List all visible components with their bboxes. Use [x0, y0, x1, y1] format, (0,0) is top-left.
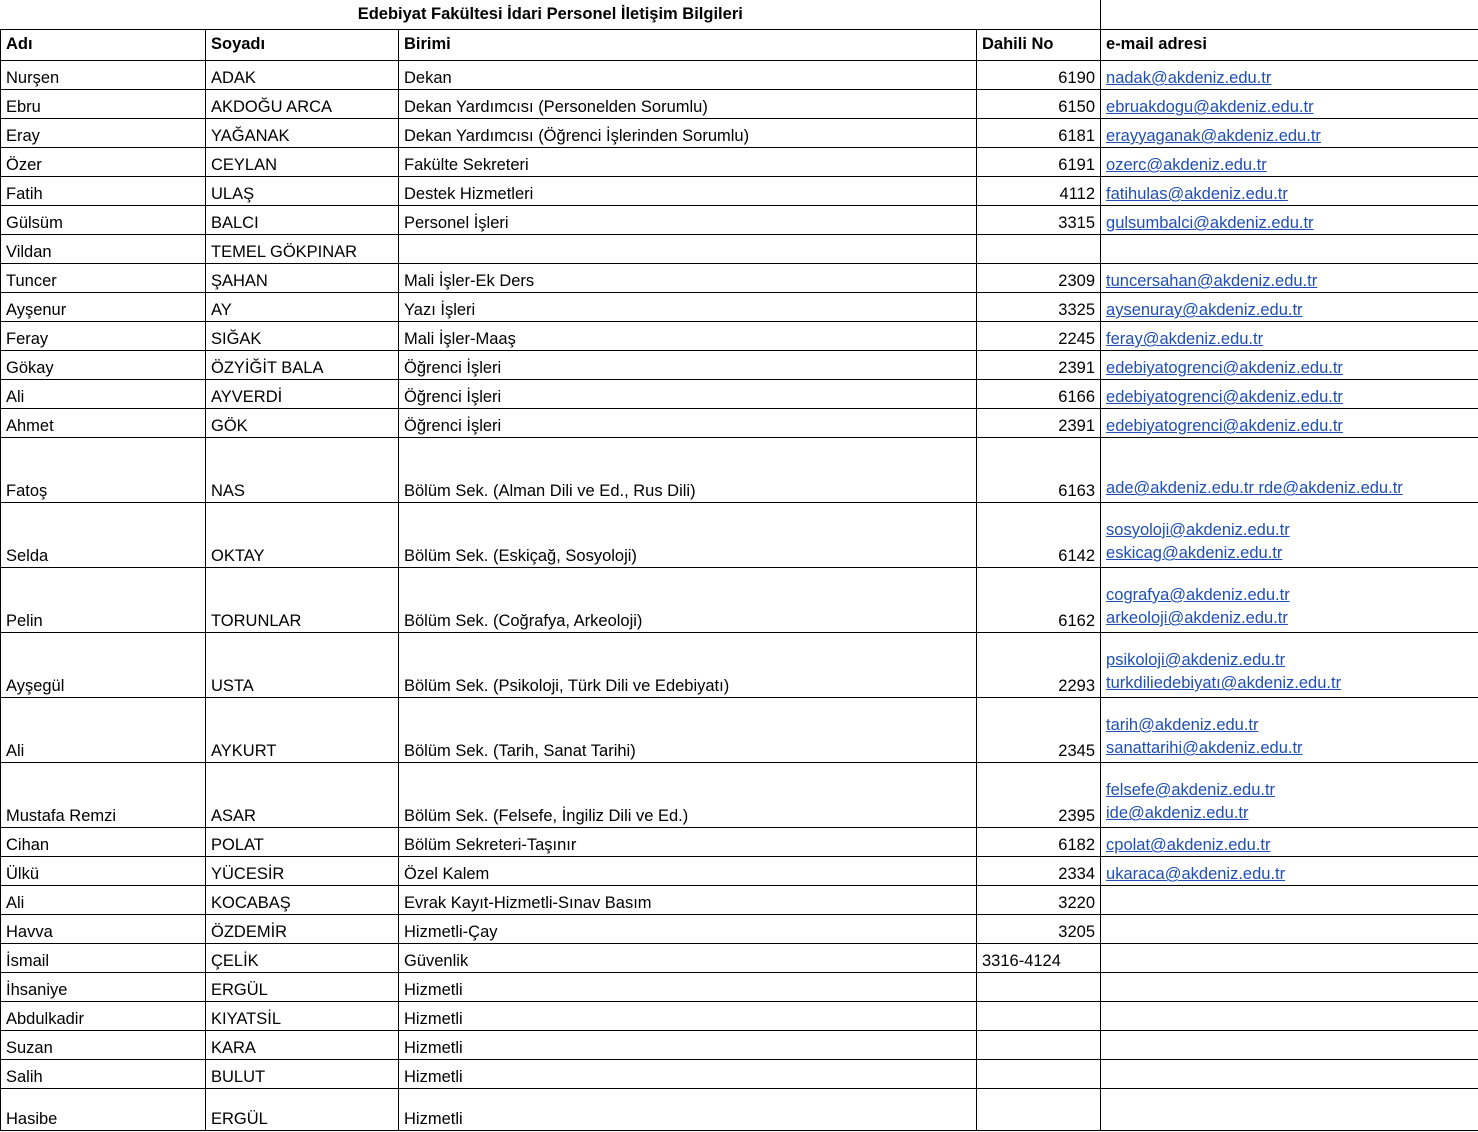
cell-soyad: ERGÜL: [206, 1088, 399, 1130]
cell-soyad: TEMEL GÖKPINAR: [206, 234, 399, 263]
cell-dahili: 6150: [977, 89, 1101, 118]
cell-ad: Fatih: [1, 176, 206, 205]
email-link[interactable]: ade@akdeniz.edu.tr rde@akdeniz.edu.tr: [1106, 479, 1403, 498]
cell-birim: [399, 234, 977, 263]
email-link[interactable]: cpolat@akdeniz.edu.tr: [1106, 836, 1271, 855]
cell-birim: Personel İşleri: [399, 205, 977, 234]
cell-soyad: ULAŞ: [206, 176, 399, 205]
cell-birim: Mali İşler-Ek Ders: [399, 263, 977, 292]
cell-email: [1101, 234, 1478, 263]
cell-email[interactable]: [1101, 632, 1478, 697]
cell-dahili: 6142: [977, 502, 1101, 567]
cell-soyad: YAĞANAK: [206, 118, 399, 147]
email-link[interactable]: ozerc@akdeniz.edu.tr: [1106, 156, 1267, 175]
cell-birim: Hizmetli: [399, 1088, 977, 1130]
cell-birim: Özel Kalem: [399, 856, 977, 885]
cell-birim: Bölüm Sek. (Tarih, Sanat Tarihi): [399, 697, 977, 762]
cell-email[interactable]: [1101, 321, 1478, 350]
cell-dahili: 2345: [977, 697, 1101, 762]
cell-dahili: 2309: [977, 263, 1101, 292]
cell-dahili: 3220: [977, 885, 1101, 914]
email-link[interactable]: turkdiliedebiyatı@akdeniz.edu.tr: [1106, 674, 1342, 693]
cell-email[interactable]: [1101, 176, 1478, 205]
title-row-spacer: [1101, 0, 1478, 29]
email-link[interactable]: aysenuray@akdeniz.edu.tr: [1106, 301, 1303, 320]
email-link[interactable]: erayyaganak@akdeniz.edu.tr: [1106, 127, 1321, 146]
cell-dahili: 6162: [977, 567, 1101, 632]
table-row: [1, 697, 1478, 762]
email-link[interactable]: ebruakdogu@akdeniz.edu.tr: [1106, 98, 1314, 117]
cell-soyad: YÜCESİR: [206, 856, 399, 885]
cell-ad: Gülsüm: [1, 205, 206, 234]
cell-email: [1101, 885, 1478, 914]
page-title: Edebiyat Fakültesi İdari Personel İletişim Bilgileri: [1, 0, 1101, 29]
cell-soyad: CEYLAN: [206, 147, 399, 176]
cell-soyad: ÖZDEMİR: [206, 914, 399, 943]
cell-birim: Dekan Yardımcısı (Öğrenci İşlerinden Sorumlu): [399, 118, 977, 147]
cell-email[interactable]: [1101, 263, 1478, 292]
cell-soyad: BULUT: [206, 1059, 399, 1088]
cell-soyad: BALCI: [206, 205, 399, 234]
table-row: [1, 60, 1478, 89]
table-row: [1, 762, 1478, 827]
cell-email[interactable]: [1101, 379, 1478, 408]
cell-email: [1101, 972, 1478, 1001]
cell-soyad: KIYATSİL: [206, 1001, 399, 1030]
table-row: [1, 350, 1478, 379]
cell-soyad: GÖK: [206, 408, 399, 437]
cell-dahili: 6166: [977, 379, 1101, 408]
email-link[interactable]: felsefe@akdeniz.edu.tr: [1106, 780, 1276, 799]
cell-soyad: AY: [206, 292, 399, 321]
table-row: [1, 234, 1478, 263]
cell-birim: Bölüm Sek. (Alman Dili ve Ed., Rus Dili): [399, 437, 977, 502]
cell-email[interactable]: [1101, 762, 1478, 827]
cell-ad: Ahmet: [1, 408, 206, 437]
cell-birim: Dekan: [399, 60, 977, 89]
cell-soyad: USTA: [206, 632, 399, 697]
table-row: [1, 502, 1478, 567]
email-link[interactable]: edebiyatogrenci@akdeniz.edu.tr: [1106, 359, 1343, 378]
cell-email[interactable]: [1101, 856, 1478, 885]
cell-soyad: ÇELİK: [206, 943, 399, 972]
cell-ad: İsmail: [1, 943, 206, 972]
cell-soyad: ADAK: [206, 60, 399, 89]
cell-soyad: KOCABAŞ: [206, 885, 399, 914]
table-row: [1, 321, 1478, 350]
cell-birim: Bölüm Sek. (Coğrafya, Arkeoloji): [399, 567, 977, 632]
cell-dahili: [977, 1059, 1101, 1088]
cell-ad: Salih: [1, 1059, 206, 1088]
cell-birim: Hizmetli: [399, 972, 977, 1001]
cell-email[interactable]: [1101, 408, 1478, 437]
email-link[interactable]: cografya@akdeniz.edu.tr: [1106, 585, 1290, 604]
cell-ad: Ali: [1, 885, 206, 914]
cell-soyad: AYKURT: [206, 697, 399, 762]
cell-ad: Özer: [1, 147, 206, 176]
table-row: [1, 1088, 1478, 1130]
table-row: [1, 89, 1478, 118]
cell-email[interactable]: [1101, 292, 1478, 321]
email-link[interactable]: gulsumbalci@akdeniz.edu.tr: [1106, 214, 1314, 233]
cell-email[interactable]: [1101, 147, 1478, 176]
table-row: [1, 943, 1478, 972]
table-row: [1, 437, 1478, 502]
cell-soyad: POLAT: [206, 827, 399, 856]
email-link[interactable]: feray@akdeniz.edu.tr: [1106, 330, 1264, 349]
header-row: [1, 29, 1478, 60]
cell-dahili: 6163: [977, 437, 1101, 502]
cell-ad: Ebru: [1, 89, 206, 118]
email-link[interactable]: edebiyatogrenci@akdeniz.edu.tr: [1106, 388, 1343, 407]
cell-dahili: [977, 1030, 1101, 1059]
title-row: [1, 0, 1478, 29]
cell-dahili: [977, 234, 1101, 263]
cell-email[interactable]: [1101, 697, 1478, 762]
cell-ad: Gökay: [1, 350, 206, 379]
cell-birim: Destek Hizmetleri: [399, 176, 977, 205]
email-link[interactable]: nadak@akdeniz.edu.tr: [1106, 69, 1272, 88]
cell-dahili: 2245: [977, 321, 1101, 350]
cell-soyad: ERGÜL: [206, 972, 399, 1001]
cell-soyad: OKTAY: [206, 502, 399, 567]
column-header-mail: e-mail adresi: [1101, 29, 1478, 60]
column-header-birim: Birimi: [399, 29, 977, 60]
table-row: [1, 972, 1478, 1001]
table-row: [1, 1030, 1478, 1059]
cell-dahili: 6191: [977, 147, 1101, 176]
email-link[interactable]: ide@akdeniz.edu.tr: [1106, 804, 1249, 823]
cell-soyad: AKDOĞU ARCA: [206, 89, 399, 118]
cell-birim: Hizmetli: [399, 1059, 977, 1088]
cell-dahili: 3205: [977, 914, 1101, 943]
cell-ad: Nurşen: [1, 60, 206, 89]
email-link[interactable]: tuncersahan@akdeniz.edu.tr: [1106, 272, 1318, 291]
cell-dahili: [977, 972, 1101, 1001]
email-link[interactable]: psikoloji@akdeniz.edu.tr: [1106, 650, 1286, 669]
cell-ad: Ali: [1, 379, 206, 408]
cell-birim: Hizmetli: [399, 1030, 977, 1059]
cell-ad: Ülkü: [1, 856, 206, 885]
cell-birim: Öğrenci İşleri: [399, 408, 977, 437]
table-row: [1, 379, 1478, 408]
table-row: [1, 118, 1478, 147]
cell-dahili: 2391: [977, 350, 1101, 379]
column-header-ad: Adı: [1, 29, 206, 60]
cell-soyad: NAS: [206, 437, 399, 502]
table-row: [1, 567, 1478, 632]
cell-ad: Tuncer: [1, 263, 206, 292]
cell-ad: Abdulkadir: [1, 1001, 206, 1030]
cell-soyad: TORUNLAR: [206, 567, 399, 632]
table-row: [1, 408, 1478, 437]
cell-birim: Evrak Kayıt-Hizmetli-Sınav Basım: [399, 885, 977, 914]
cell-email: [1101, 914, 1478, 943]
email-link[interactable]: sosyoloji@akdeniz.edu.tr: [1106, 520, 1290, 539]
cell-dahili: 3325: [977, 292, 1101, 321]
cell-dahili: [977, 1001, 1101, 1030]
cell-birim: Hizmetli-Çay: [399, 914, 977, 943]
table-row: [1, 147, 1478, 176]
cell-ad: İhsaniye: [1, 972, 206, 1001]
cell-email[interactable]: [1101, 350, 1478, 379]
cell-email[interactable]: [1101, 827, 1478, 856]
cell-ad: Mustafa Remzi: [1, 762, 206, 827]
cell-soyad: ASAR: [206, 762, 399, 827]
cell-ad: Vildan: [1, 234, 206, 263]
cell-email: [1101, 1059, 1478, 1088]
table-row: [1, 292, 1478, 321]
cell-dahili: 3316-4124: [977, 943, 1101, 972]
cell-ad: Selda: [1, 502, 206, 567]
cell-email: [1101, 943, 1478, 972]
cell-dahili: 6181: [977, 118, 1101, 147]
cell-ad: Pelin: [1, 567, 206, 632]
table-row: [1, 176, 1478, 205]
cell-ad: Feray: [1, 321, 206, 350]
cell-email[interactable]: [1101, 118, 1478, 147]
table-body: [1, 0, 1478, 1130]
cell-birim: Bölüm Sek. (Eskiçağ, Sosyoloji): [399, 502, 977, 567]
email-link[interactable]: eskicag@akdeniz.edu.tr: [1106, 544, 1283, 563]
cell-email: [1101, 1001, 1478, 1030]
cell-dahili: 2293: [977, 632, 1101, 697]
cell-birim: Dekan Yardımcısı (Personelden Sorumlu): [399, 89, 977, 118]
table-row: [1, 1001, 1478, 1030]
cell-birim: Güvenlik: [399, 943, 977, 972]
column-header-soyad: Soyadı: [206, 29, 399, 60]
cell-dahili: [977, 1088, 1101, 1130]
cell-dahili: 6190: [977, 60, 1101, 89]
cell-dahili: 2334: [977, 856, 1101, 885]
cell-ad: Ayşegül: [1, 632, 206, 697]
table-row: [1, 632, 1478, 697]
table-row: [1, 263, 1478, 292]
cell-birim: Öğrenci İşleri: [399, 350, 977, 379]
cell-email: [1101, 1088, 1478, 1130]
cell-ad: Fatoş: [1, 437, 206, 502]
email-link[interactable]: edebiyatogrenci@akdeniz.edu.tr: [1106, 417, 1343, 436]
cell-email[interactable]: [1101, 60, 1478, 89]
cell-ad: Hasibe: [1, 1088, 206, 1130]
cell-soyad: ÖZYİĞİT BALA: [206, 350, 399, 379]
cell-birim: Mali İşler-Maaş: [399, 321, 977, 350]
email-link[interactable]: sanattarihi@akdeniz.edu.tr: [1106, 739, 1303, 758]
cell-birim: Bölüm Sek. (Psikoloji, Türk Dili ve Edebiyatı): [399, 632, 977, 697]
cell-birim: Bölüm Sek. (Felsefe, İngiliz Dili ve Ed.): [399, 762, 977, 827]
email-link[interactable]: fatihulas@akdeniz.edu.tr: [1106, 185, 1288, 204]
table-row: [1, 856, 1478, 885]
cell-email[interactable]: [1101, 502, 1478, 567]
cell-birim: Öğrenci İşleri: [399, 379, 977, 408]
cell-dahili: 3315: [977, 205, 1101, 234]
cell-birim: Yazı İşleri: [399, 292, 977, 321]
cell-email: [1101, 1030, 1478, 1059]
cell-email[interactable]: [1101, 567, 1478, 632]
table-row: [1, 205, 1478, 234]
cell-email[interactable]: [1101, 437, 1478, 502]
cell-birim: Bölüm Sekreteri-Taşınır: [399, 827, 977, 856]
table-row: [1, 827, 1478, 856]
cell-dahili: 2391: [977, 408, 1101, 437]
cell-birim: Hizmetli: [399, 1001, 977, 1030]
column-header-dahili: Dahili No: [977, 29, 1101, 60]
cell-dahili: 6182: [977, 827, 1101, 856]
cell-ad: Eray: [1, 118, 206, 147]
table-row: [1, 914, 1478, 943]
cell-soyad: AYVERDİ: [206, 379, 399, 408]
table-row: [1, 1059, 1478, 1088]
cell-ad: Ayşenur: [1, 292, 206, 321]
cell-birim: Fakülte Sekreteri: [399, 147, 977, 176]
cell-soyad: ŞAHAN: [206, 263, 399, 292]
email-link[interactable]: arkeoloji@akdeniz.edu.tr: [1106, 609, 1288, 628]
cell-ad: Suzan: [1, 1030, 206, 1059]
cell-soyad: KARA: [206, 1030, 399, 1059]
email-link[interactable]: tarih@akdeniz.edu.tr: [1106, 715, 1259, 734]
cell-dahili: 4112: [977, 176, 1101, 205]
table-row: [1, 885, 1478, 914]
cell-ad: Havva: [1, 914, 206, 943]
cell-ad: Ali: [1, 697, 206, 762]
cell-soyad: SIĞAK: [206, 321, 399, 350]
cell-ad: Cihan: [1, 827, 206, 856]
cell-email[interactable]: [1101, 205, 1478, 234]
cell-email[interactable]: [1101, 89, 1478, 118]
cell-dahili: 2395: [977, 762, 1101, 827]
email-link[interactable]: ukaraca@akdeniz.edu.tr: [1106, 865, 1286, 884]
